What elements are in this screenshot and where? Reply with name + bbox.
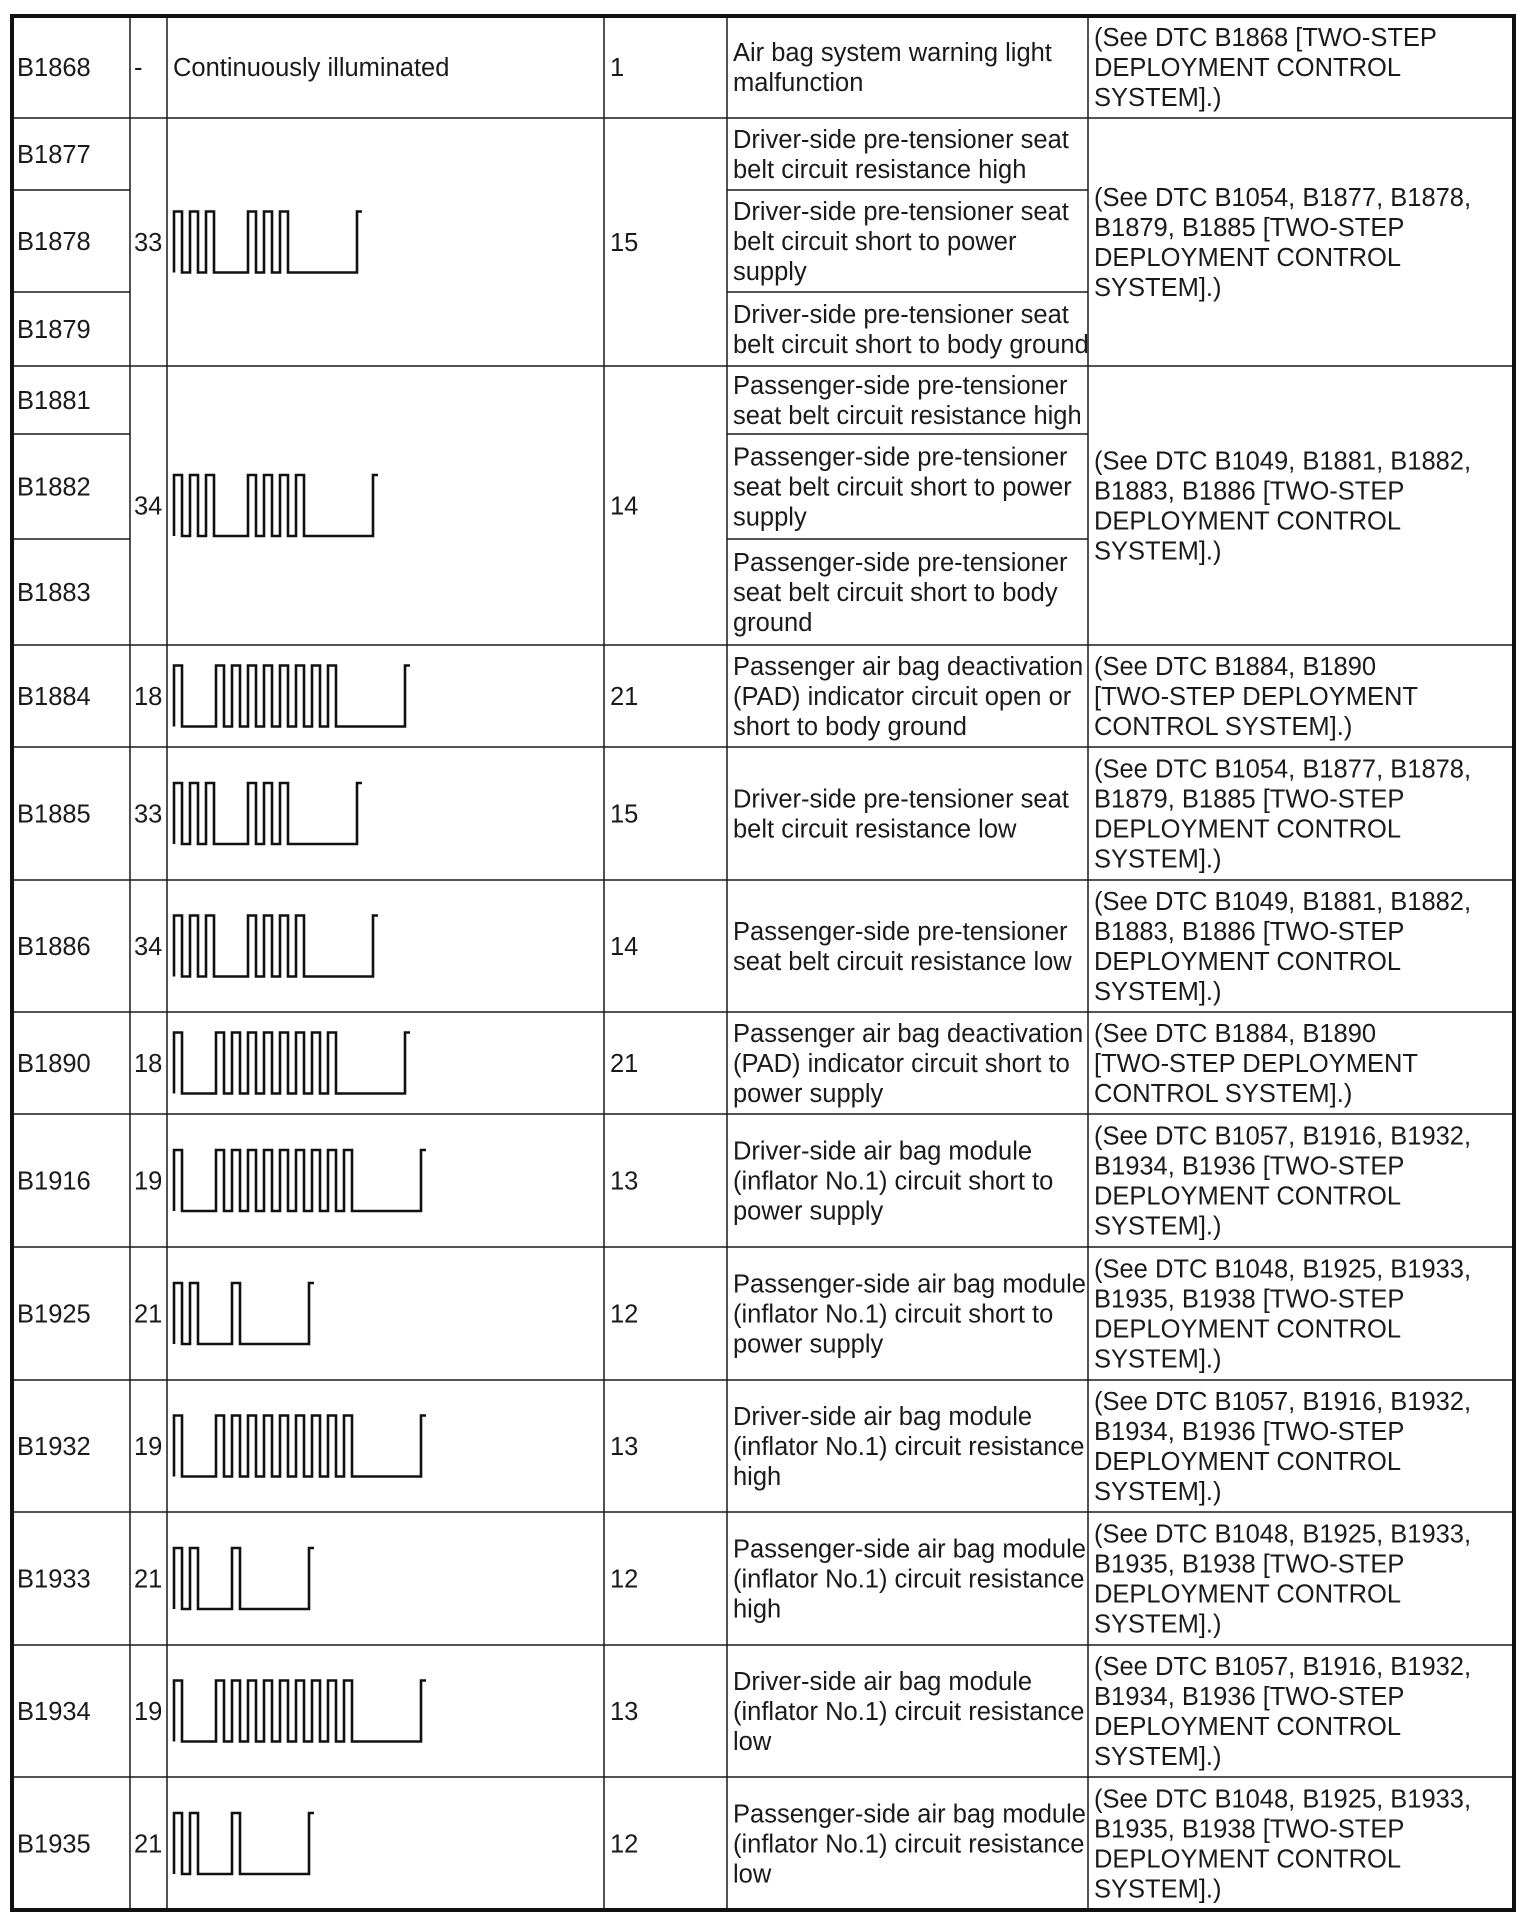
flash-count: 34 [134,933,163,961]
malfunction-text: belt circuit short to power [733,228,1017,256]
reference-text: B1883, B1886 [TWO-STEP [1094,477,1405,506]
flash-pattern-waveform [174,916,378,977]
reference-text: (See DTC B1884, B1890 [1094,653,1377,681]
malfunction-text: Driver-side pre-tensioner seat [733,785,1069,814]
malfunction-text: (PAD) indicator circuit short to [733,1050,1070,1078]
dtc-code: B1884 [17,683,91,711]
malfunction-text: malfunction [733,69,864,97]
reference-text: DEPLOYMENT CONTROL [1094,1845,1401,1874]
malfunction-text: supply [733,503,807,532]
flash-pattern-waveform [174,1681,426,1742]
reference-text: DEPLOYMENT CONTROL [1094,507,1401,536]
malfunction-text: Passenger-side pre-tensioner [733,443,1068,472]
reference-text: (See DTC B1049, B1881, B1882, [1094,447,1472,476]
dtc-code: B1885 [17,800,91,829]
malfunction-text: Passenger-side pre-tensioner [733,372,1068,400]
reference-text: SYSTEM].) [1094,978,1222,1006]
reference-text: B1935, B1938 [TWO-STEP [1094,1285,1405,1314]
reference-text: (See DTC B1049, B1881, B1882, [1094,888,1472,916]
flash-count: 21 [134,1565,163,1594]
priority: 15 [610,229,639,257]
malfunction-text: belt circuit short to body ground [733,331,1089,359]
priority: 1 [610,54,625,82]
priority: 21 [610,683,639,711]
malfunction-text: high [733,1595,782,1624]
reference-text: (See DTC B1057, B1916, B1932, [1094,1653,1472,1681]
priority: 14 [610,933,639,961]
malfunction-text: Passenger-side pre-tensioner [733,549,1068,577]
flash-count: 34 [134,492,163,521]
reference-text: (See DTC B1054, B1877, B1878, [1094,755,1472,784]
dtc-code: B1878 [17,228,91,256]
dtc-code: B1868 [17,54,91,82]
reference-text: DEPLOYMENT CONTROL [1094,1713,1401,1741]
reference-text: DEPLOYMENT CONTROL [1094,1448,1401,1476]
reference-text: (See DTC B1054, B1877, B1878, [1094,184,1472,212]
reference-text: (See DTC B1884, B1890 [1094,1020,1377,1048]
reference-text: [TWO-STEP DEPLOYMENT [1094,1050,1418,1078]
malfunction-text: power supply [733,1330,884,1359]
dtc-code: B1925 [17,1300,91,1329]
reference-text: DEPLOYMENT CONTROL [1094,948,1401,976]
reference-text: B1934, B1936 [TWO-STEP [1094,1418,1405,1446]
flash-pattern-waveform [174,1416,426,1477]
reference-text: DEPLOYMENT CONTROL [1094,1182,1401,1211]
dtc-code: B1934 [17,1698,91,1726]
malfunction-text: power supply [733,1197,884,1226]
malfunction-text: Driver-side pre-tensioner seat [733,301,1069,329]
malfunction-text: seat belt circuit resistance high [733,402,1082,430]
flash-count: 18 [134,683,163,711]
flash-pattern-waveform [174,212,362,273]
priority: 15 [610,800,639,829]
flash-count: 21 [134,1830,163,1859]
reference-text: B1934, B1936 [TWO-STEP [1094,1152,1405,1181]
dtc-code: B1883 [17,579,91,607]
reference-text: B1934, B1936 [TWO-STEP [1094,1683,1405,1711]
reference-text: SYSTEM].) [1094,1345,1222,1374]
malfunction-text: Passenger-side pre-tensioner [733,918,1068,946]
malfunction-text: (inflator No.1) circuit short to [733,1300,1054,1329]
flash-count: 18 [134,1050,163,1078]
flash-pattern-waveform [174,1548,314,1609]
malfunction-text: Passenger-side air bag module [733,1270,1086,1299]
malfunction-text: (PAD) indicator circuit open or [733,683,1072,711]
dtc-code: B1882 [17,473,91,502]
reference-text: DEPLOYMENT CONTROL [1094,1580,1401,1609]
reference-text: (See DTC B1057, B1916, B1932, [1094,1388,1472,1416]
malfunction-text: (inflator No.1) circuit resistance [733,1698,1085,1726]
malfunction-text: seat belt circuit short to body [733,579,1058,607]
flash-pattern-waveform [174,475,378,536]
reference-text: B1883, B1886 [TWO-STEP [1094,918,1405,946]
flash-count: 19 [134,1167,163,1196]
malfunction-text: (inflator No.1) circuit resistance [733,1830,1085,1859]
flash-pattern-waveform [174,783,362,844]
reference-text: (See DTC B1048, B1925, B1933, [1094,1785,1472,1814]
priority: 13 [610,1433,639,1461]
dtc-code: B1879 [17,316,91,344]
dtc-code: B1935 [17,1830,91,1859]
reference-text: DEPLOYMENT CONTROL [1094,54,1401,82]
malfunction-text: (inflator No.1) circuit short to [733,1167,1054,1196]
reference-text: SYSTEM].) [1094,1875,1222,1904]
malfunction-text: power supply [733,1080,884,1108]
reference-text: CONTROL SYSTEM].) [1094,713,1353,741]
flash-pattern-waveform [174,1813,314,1874]
flash-count: - [134,54,143,82]
malfunction-text: high [733,1463,782,1491]
reference-text: SYSTEM].) [1094,845,1222,874]
priority: 12 [610,1565,639,1594]
reference-text: B1935, B1938 [TWO-STEP [1094,1815,1405,1844]
malfunction-text: seat belt circuit short to power [733,473,1072,502]
reference-text: SYSTEM].) [1094,1212,1222,1241]
reference-text: B1879, B1885 [TWO-STEP [1094,214,1405,242]
flash-count: 19 [134,1433,163,1461]
priority: 13 [610,1698,639,1726]
reference-text: DEPLOYMENT CONTROL [1094,244,1401,272]
priority: 13 [610,1167,639,1196]
flash-pattern-waveform [174,1150,426,1211]
malfunction-text: (inflator No.1) circuit resistance [733,1433,1085,1461]
malfunction-text: low [733,1728,772,1756]
malfunction-text: seat belt circuit resistance low [733,948,1072,976]
malfunction-text: Driver-side pre-tensioner seat [733,198,1069,226]
reference-text: (See DTC B1048, B1925, B1933, [1094,1255,1472,1284]
reference-text: SYSTEM].) [1094,1478,1222,1506]
malfunction-text: Driver-side air bag module [733,1668,1033,1696]
priority: 12 [610,1830,639,1859]
flash-pattern-text: Continuously illuminated [173,54,450,82]
malfunction-text: Passenger air bag deactivation [733,1020,1084,1048]
flash-pattern-waveform [174,1283,314,1344]
malfunction-text: (inflator No.1) circuit resistance [733,1565,1085,1594]
reference-text: [TWO-STEP DEPLOYMENT [1094,683,1418,711]
reference-text: (See DTC B1048, B1925, B1933, [1094,1520,1472,1549]
reference-text: (See DTC B1868 [TWO-STEP [1094,24,1437,52]
dtc-code: B1890 [17,1050,91,1078]
malfunction-text: short to body ground [733,713,967,741]
malfunction-text: Driver-side air bag module [733,1403,1033,1431]
malfunction-text: belt circuit resistance high [733,156,1027,184]
malfunction-text: Passenger air bag deactivation [733,653,1084,681]
reference-text: SYSTEM].) [1094,84,1222,112]
malfunction-text: Passenger-side air bag module [733,1535,1086,1564]
dtc-code: B1916 [17,1167,91,1196]
dtc-code: B1933 [17,1565,91,1594]
malfunction-text: belt circuit resistance low [733,815,1017,844]
flash-count: 33 [134,229,163,257]
reference-text: DEPLOYMENT CONTROL [1094,1315,1401,1344]
malfunction-text: Driver-side pre-tensioner seat [733,126,1069,154]
malfunction-text: ground [733,609,813,637]
reference-text: B1879, B1885 [TWO-STEP [1094,785,1405,814]
reference-text: SYSTEM].) [1094,537,1222,566]
dtc-code: B1886 [17,933,91,961]
malfunction-text: Air bag system warning light [733,39,1052,67]
priority: 21 [610,1050,639,1078]
reference-text: B1935, B1938 [TWO-STEP [1094,1550,1405,1579]
reference-text: (See DTC B1057, B1916, B1932, [1094,1122,1472,1151]
reference-text: SYSTEM].) [1094,274,1222,302]
flash-count: 33 [134,800,163,829]
reference-text: CONTROL SYSTEM].) [1094,1080,1353,1108]
dtc-code: B1932 [17,1433,91,1461]
reference-text: SYSTEM].) [1094,1743,1222,1771]
flash-count: 21 [134,1300,163,1329]
priority: 12 [610,1300,639,1329]
malfunction-text: Driver-side air bag module [733,1137,1033,1166]
flash-pattern-waveform [174,666,410,727]
flash-count: 19 [134,1698,163,1726]
flash-pattern-waveform [174,1033,410,1094]
reference-text: SYSTEM].) [1094,1610,1222,1639]
dtc-code: B1877 [17,141,91,169]
reference-text: DEPLOYMENT CONTROL [1094,815,1401,844]
table-content [17,24,1471,1904]
malfunction-text: Passenger-side air bag module [733,1800,1086,1829]
priority: 14 [610,492,639,521]
malfunction-text: supply [733,258,807,286]
malfunction-text: low [733,1860,772,1889]
dtc-code: B1881 [17,387,91,415]
